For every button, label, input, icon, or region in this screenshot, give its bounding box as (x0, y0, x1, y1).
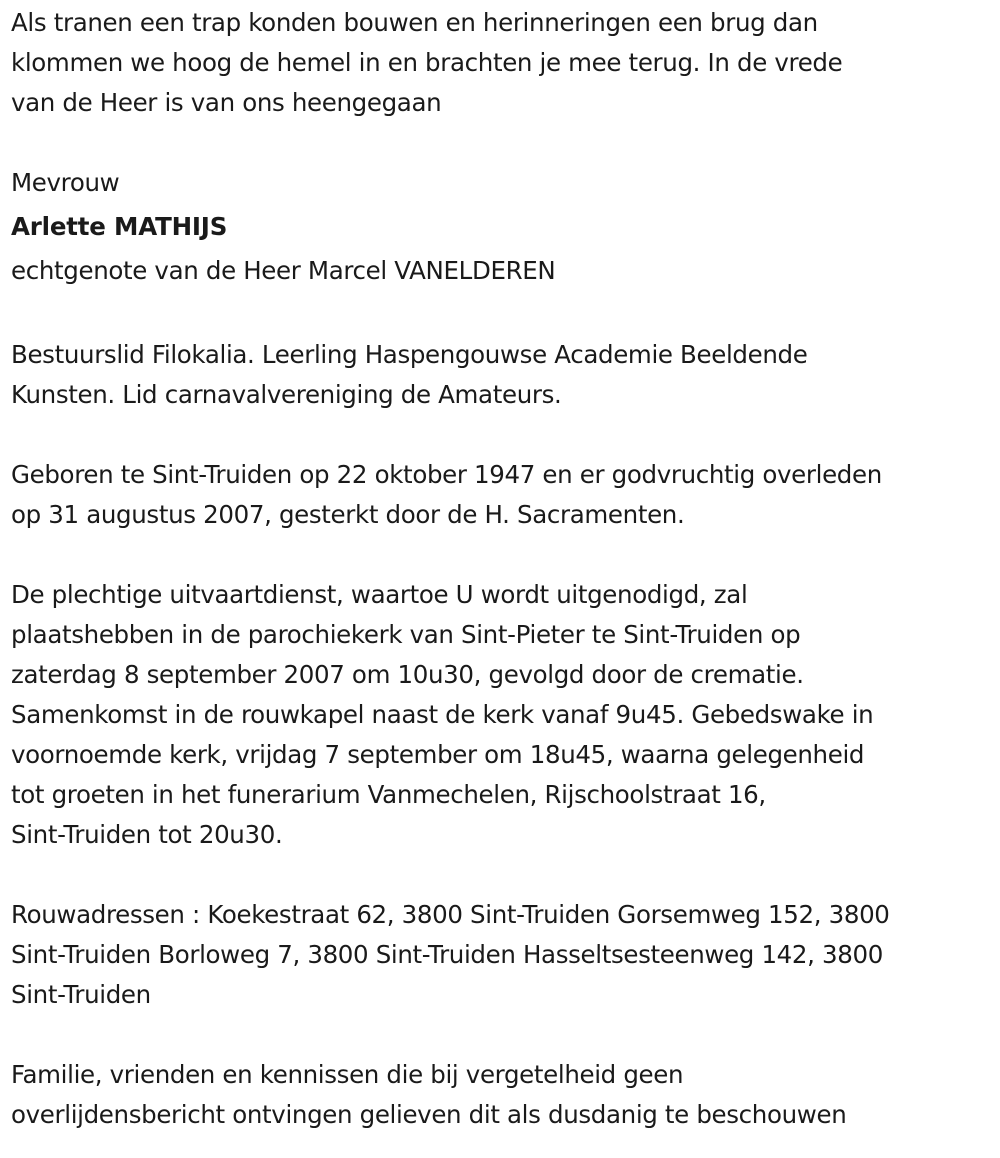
addresses-line: Sint-Truiden (11, 980, 151, 1009)
closing-line: overlijdensbericht ontvingen gelieven dit als dusdanig te beschouwen (11, 1100, 847, 1129)
deceased-name: Arlette MATHIJS (11, 212, 228, 241)
funeral-line: tot groeten in het funerarium Vanmechelen, Rijschoolstraat 16, (11, 780, 766, 809)
birth-death-line: Geboren te Sint-Truiden op 22 oktober 1947 en er godvruchtig overleden (11, 460, 882, 489)
paragraph-spacer (11, 855, 1000, 895)
paragraph-spacer (11, 1015, 1000, 1055)
intro-paragraph (11, 3, 1000, 123)
birth-death-paragraph (11, 455, 1000, 535)
memberships-line: Bestuurslid Filokalia. Leerling Haspengouwse Academie Beeldende (11, 340, 808, 369)
closing-line: Familie, vrienden en kennissen die bij vergetelheid geen (11, 1060, 684, 1089)
intro-line: Als tranen een trap konden bouwen en herinneringen een brug dan (11, 8, 818, 37)
funeral-line: plaatshebben in de parochiekerk van Sint-Pieter te Sint-Truiden op (11, 620, 801, 649)
funeral-line: voornoemde kerk, vrijdag 7 september om 18u45, waarna gelegenheid (11, 740, 865, 769)
funeral-line: zaterdag 8 september 2007 om 10u30, gevolgd door de crematie. (11, 660, 804, 689)
memberships-paragraph (11, 335, 1000, 415)
intro-line: klommen we hoog de hemel in en brachten je mee terug. In de vrede (11, 48, 843, 77)
funeral-line: Sint-Truiden tot 20u30. (11, 820, 283, 849)
closing-paragraph (11, 1055, 1000, 1135)
paragraph-spacer (11, 295, 1000, 335)
funeral-line: Samenkomst in de rouwkapel naast de kerk vanaf 9u45. Gebedswake in (11, 700, 874, 729)
honorific-title: Mevrouw (11, 168, 120, 197)
spouse-line: echtgenote van de Heer Marcel VANELDEREN (11, 256, 556, 285)
intro-line: van de Heer is van ons heengegaan (11, 88, 442, 117)
addresses-paragraph (11, 895, 1000, 1015)
addresses-line: Rouwadressen : Koekestraat 62, 3800 Sint-Truiden Gorsemweg 152, 3800 (11, 900, 890, 929)
addresses-line: Sint-Truiden Borloweg 7, 3800 Sint-Truiden Hasseltsesteenweg 142, 3800 (11, 940, 883, 969)
memberships-line: Kunsten. Lid carnavalvereniging de Amateurs. (11, 380, 562, 409)
birth-death-line: op 31 augustus 2007, gesterkt door de H. Sacramenten. (11, 500, 685, 529)
funeral-paragraph (11, 575, 1000, 855)
paragraph-spacer (11, 415, 1000, 455)
funeral-line: De plechtige uitvaartdienst, waartoe U wordt uitgenodigd, zal (11, 580, 748, 609)
paragraph-spacer (11, 123, 1000, 163)
paragraph-spacer (11, 535, 1000, 575)
